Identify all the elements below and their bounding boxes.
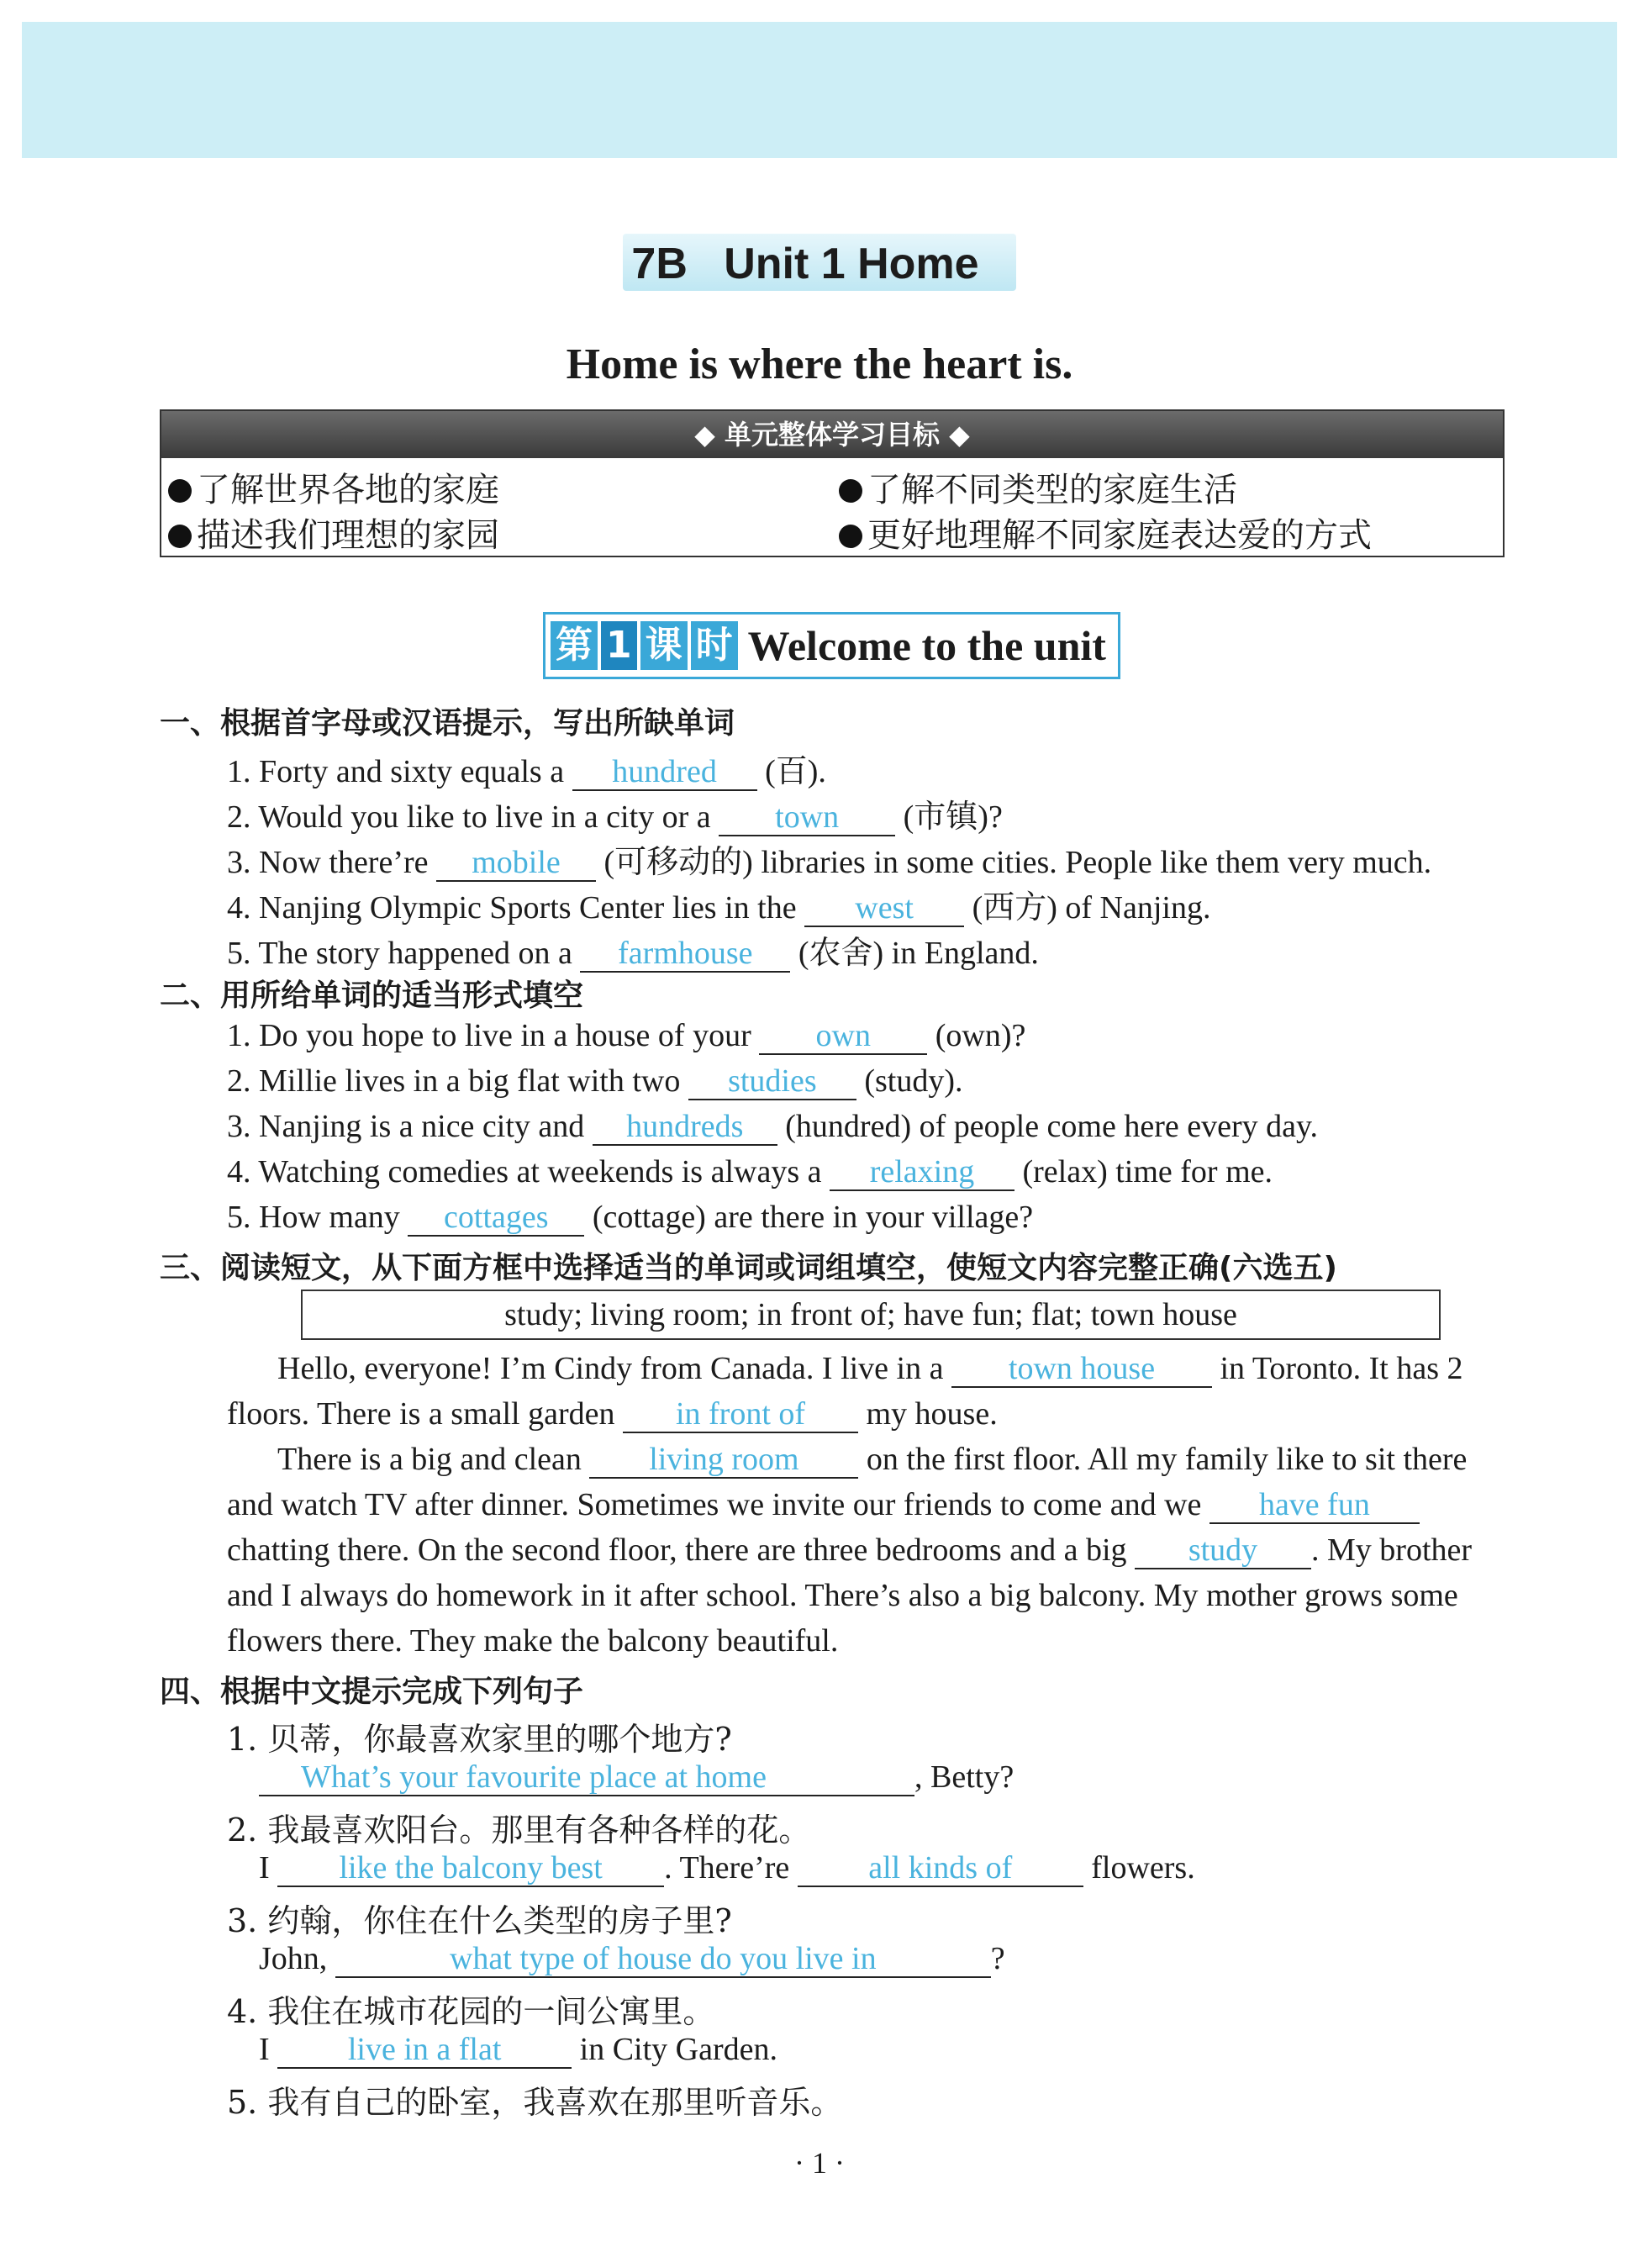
word-bank-box: study; living room; in front of; have fun; flat; town house [301, 1290, 1441, 1340]
top-color-band [22, 22, 1617, 158]
answer-blank[interactable]: study [1135, 1534, 1311, 1569]
passage-line: Hello, everyone! I’m Cindy from Canada. I live in a town house in Toronto. It has 2 [277, 1351, 1463, 1386]
lesson-title: Welcome to the unit [747, 622, 1106, 669]
unit-motto: Home is where the heart is. [566, 340, 1073, 388]
passage-line: and watch TV after dinner. Sometimes we invite our friends to come and we have fun [227, 1486, 1420, 1524]
answer-blank[interactable]: studies [688, 1065, 856, 1100]
unit-goals-box [160, 409, 1505, 557]
lesson-chip-number: 1 [601, 621, 637, 670]
exercise-line: 1. Do you hope to live in a house of your own (own)? [227, 1018, 1026, 1053]
chinese-prompt: 3. 约翰，你住在什么类型的房子里? [227, 1902, 732, 1939]
answer-blank[interactable]: relaxing [830, 1156, 1014, 1191]
answer-blank[interactable]: town [719, 801, 895, 836]
exercise-line: 5. The story happened on a farmhouse (农舍) in England. [227, 936, 1039, 971]
answer-blank[interactable]: town house [951, 1353, 1212, 1388]
exercise-line: 4. Watching comedies at weekends is always a relaxing (relax) time for me. [227, 1154, 1273, 1189]
passage-line: flowers there. They make the balcony beautiful. [227, 1623, 839, 1659]
answer-blank[interactable]: hundreds [593, 1110, 777, 1146]
answer-blank[interactable]: mobile [436, 847, 596, 882]
lesson-chip: 时 [691, 621, 738, 670]
answer-blank[interactable]: what type of house do you live in [335, 1943, 991, 1978]
bullet-icon [839, 525, 862, 548]
answer-blank[interactable]: cottages [408, 1201, 584, 1237]
passage-line: chatting there. On the second floor, there are three bedrooms and a big study . My brother [227, 1532, 1473, 1568]
chinese-prompt: 5. 我有自己的卧室，我喜欢在那里听音乐。 [227, 2084, 843, 2121]
exercise-line: I like the balcony best . There’re all kinds of flowers. [259, 1850, 1195, 1886]
section-heading: 二、用所给单词的适当形式填空 [160, 978, 584, 1013]
answer-blank[interactable]: living room [589, 1443, 858, 1479]
exercise-line: 2. Millie lives in a big flat with two studies (study). [227, 1063, 963, 1099]
answer-blank[interactable]: in front of [623, 1398, 858, 1433]
lesson-chip: 第 [551, 621, 598, 670]
passage-line: and I always do homework in it after school. There’s also a big balcony. My mother grows some [227, 1578, 1458, 1613]
exercise-line: 1. Forty and sixty equals a hundred (百). [227, 754, 826, 789]
lesson-banner [543, 612, 1120, 679]
bullet-icon [839, 479, 862, 503]
exercise-line: 5. How many cottages (cottage) are there in your village? [227, 1200, 1034, 1235]
goal-text: 了解世界各地的家庭 [197, 471, 499, 509]
lesson-chip: 课 [640, 621, 688, 670]
passage-line: There is a big and clean living room on the first floor. All my family like to sit there [277, 1442, 1468, 1477]
exercise-line: I live in a flat in City Garden. [259, 2032, 778, 2067]
answer-blank[interactable]: like the balcony best [277, 1852, 664, 1887]
bullet-icon [168, 479, 192, 503]
section-heading: 四、根据中文提示完成下列句子 [160, 1675, 584, 1709]
bullet-icon [168, 525, 192, 548]
answer-blank[interactable]: live in a flat [277, 2033, 572, 2069]
answer-blank[interactable]: farmhouse [580, 937, 790, 973]
goal-text: 了解不同类型的家庭生活 [867, 471, 1237, 509]
section-heading: 三、阅读短文，从下面方框中选择适当的单词或词组填空，使短文内容完整正确(六选五) [160, 1251, 1337, 1285]
goal-text: 描述我们理想的家园 [197, 516, 499, 555]
answer-blank[interactable]: own [759, 1020, 927, 1055]
exercise-line: What’s your favourite place at home , Betty? [259, 1759, 1014, 1796]
answer-blank[interactable]: hundred [572, 756, 757, 791]
goal-item [168, 463, 499, 511]
unit-title: 7B Unit 1 Home [623, 234, 1015, 291]
section-heading: 一、根据首字母或汉语提示，写出所缺单词 [160, 706, 735, 741]
chinese-prompt: 4. 我住在城市花园的一间公寓里。 [227, 1993, 715, 2030]
page-number: · 1 · [794, 2146, 845, 2180]
goal-text: 更好地理解不同家庭表达爱的方式 [867, 516, 1372, 555]
goals-heading: ◆ 单元整体学习目标 ◆ [161, 411, 1503, 458]
answer-blank[interactable]: all kinds of [798, 1852, 1083, 1887]
exercise-line: 3. Nanjing is a nice city and hundreds (hundred) of people come here every day. [227, 1109, 1319, 1144]
chinese-prompt: 2. 我最喜欢阳台。那里有各种各样的花。 [227, 1812, 811, 1849]
title-wrap [0, 234, 1639, 291]
goal-item [839, 509, 1372, 556]
exercise-line: 3. Now there’re mobile (可移动的) libraries in some cities. People like them very much. [227, 845, 1432, 880]
answer-blank[interactable]: What’s your favourite place at home [259, 1761, 914, 1796]
exercise-line: 4. Nanjing Olympic Sports Center lies in the west (西方) of Nanjing. [227, 890, 1211, 926]
answer-blank[interactable]: have fun [1209, 1489, 1420, 1524]
answer-blank[interactable]: west [804, 892, 964, 927]
exercise-line: 2. Would you like to live in a city or a town (市镇)? [227, 799, 1003, 835]
passage-line: floors. There is a small garden in front of my house. [227, 1396, 998, 1432]
goal-item [839, 463, 1237, 511]
goal-item [168, 509, 499, 556]
exercise-line: John, what type of house do you live in ? [259, 1941, 1005, 1976]
chinese-prompt: 1. 贝蒂，你最喜欢家里的哪个地方? [227, 1721, 732, 1758]
